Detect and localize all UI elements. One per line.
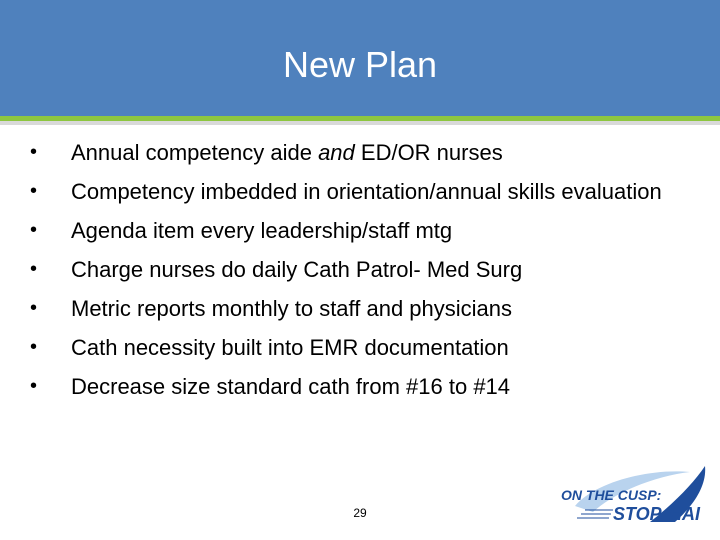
- bullet-item: [28, 138, 678, 167]
- divider-stripe: [0, 121, 720, 125]
- bullet-dot-icon: •: [30, 375, 38, 397]
- bullet-list: [28, 138, 678, 411]
- title-banner: [0, 0, 720, 116]
- bullet-dot-icon: •: [30, 297, 38, 319]
- cusp-stop-hai-logo: [555, 462, 715, 528]
- bullet-item: [28, 216, 678, 245]
- bullet-text-tail: ED/OR nurses: [354, 140, 503, 165]
- bullet-text: Charge nurses do daily Cath Patrol- Med Surg: [71, 257, 523, 282]
- bullet-text: Annual competency aide: [71, 140, 319, 165]
- bullet-item: [28, 255, 678, 284]
- bullet-text: Agenda item every leadership/staff mtg: [71, 218, 453, 243]
- bullet-dot-icon: •: [30, 141, 38, 163]
- bullet-emphasis: and: [318, 140, 355, 165]
- bullet-dot-icon: •: [30, 180, 38, 202]
- bullet-item: [28, 333, 678, 362]
- bullet-dot-icon: •: [30, 258, 38, 280]
- page-number: 29: [353, 506, 367, 520]
- logo-line1: ON THE CUSP:: [561, 487, 662, 503]
- bullet-text: Metric reports monthly to staff and physicians: [71, 296, 513, 321]
- bullet-item: [28, 177, 678, 206]
- logo-stop: STOP: [613, 504, 662, 524]
- bullet-text: Decrease size standard cath from #16 to #14: [71, 374, 511, 399]
- bullet-text: Competency imbedded in orientation/annual skills evaluation: [71, 179, 662, 204]
- bullet-item: [28, 372, 678, 401]
- bullet-text: Cath necessity built into EMR documentation: [71, 335, 509, 360]
- bullet-dot-icon: •: [30, 336, 38, 358]
- slide-title: New Plan: [282, 44, 438, 85]
- logo-hai: HAI: [669, 504, 700, 524]
- bullet-item: [28, 294, 678, 323]
- bullet-dot-icon: •: [30, 219, 38, 241]
